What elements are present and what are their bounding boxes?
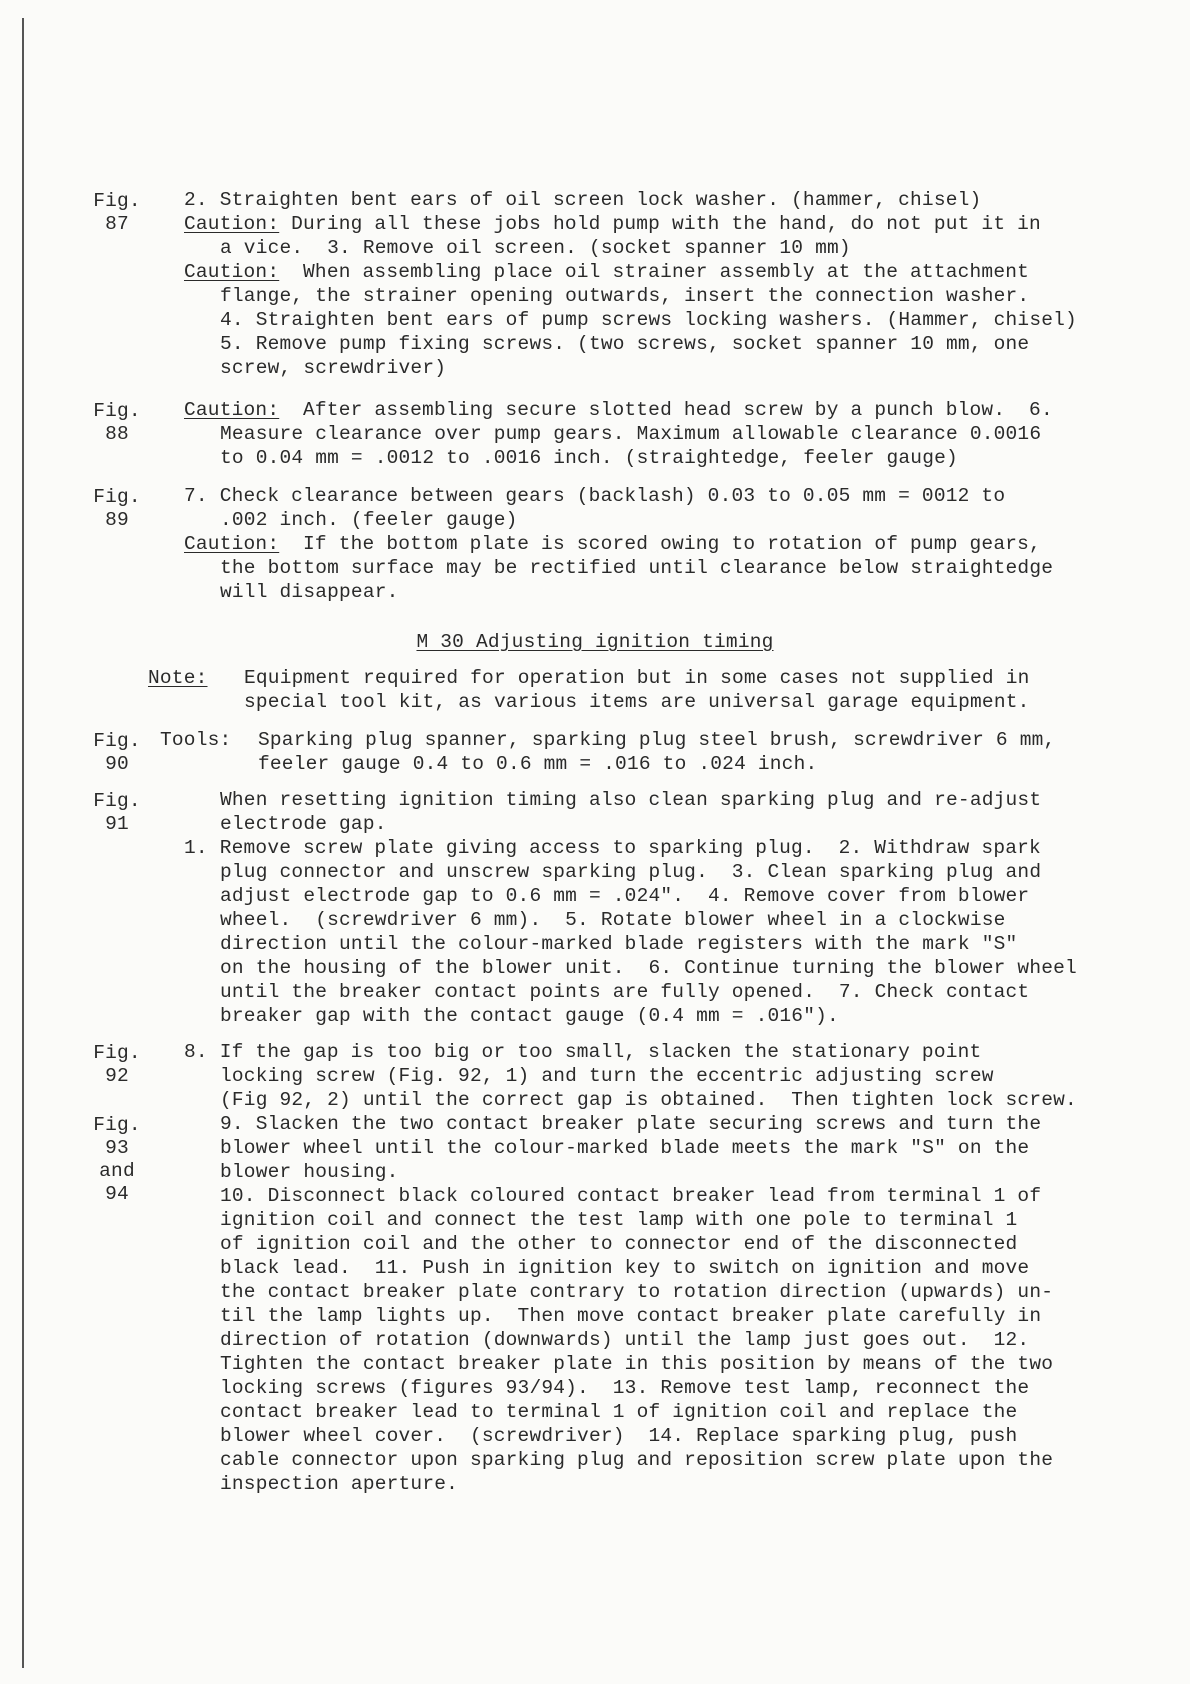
text-line: on the housing of the blower unit. 6. Continue turning the blower wheel — [220, 957, 1077, 979]
text-line: cable connector upon sparking plug and reposition screw plate upon the — [220, 1449, 1054, 1471]
fig-ref-89 — [86, 486, 148, 532]
text-line: to 0.04 mm = .0012 to .0016 inch. (straightedge, feeler gauge) — [220, 447, 958, 469]
note-label-wrap — [148, 666, 208, 690]
fig-number: 93 — [105, 1137, 129, 1159]
tools-text — [258, 728, 1100, 776]
caution-label: Caution: — [184, 213, 280, 235]
text-line: locking screws (figures 93/94). 13. Remove test lamp, reconnect the — [220, 1377, 1030, 1399]
paragraph-oil-screen — [184, 188, 1104, 380]
fig-number: 91 — [105, 813, 129, 835]
text-line: Sparking plug spanner, sparking plug steel brush, screwdriver 6 mm, — [258, 729, 1056, 751]
text-line: 7. Check clearance between gears (backlash) 0.03 to 0.05 mm = 0012 to — [184, 485, 1006, 507]
tools-block — [160, 728, 1100, 776]
section-title: M 30 Adjusting ignition timing — [416, 631, 774, 653]
caution-label: Caution: — [184, 261, 280, 283]
text-line: (Fig 92, 2) until the correct gap is obtained. Then tighten lock screw. — [220, 1089, 1077, 1111]
text-line: blower wheel until the colour-marked blade meets the mark "S" on the — [220, 1137, 1030, 1159]
text-line: inspection aperture. — [220, 1473, 459, 1495]
text-span: After assembling secure slotted head screw by a punch blow. 6. — [279, 399, 1053, 421]
fig-ref-87 — [86, 190, 148, 236]
text-line — [184, 260, 1104, 284]
fig-number: 87 — [105, 213, 129, 235]
text-line: When resetting ignition timing also clean sparking plug and re-adjust — [220, 789, 1042, 811]
text-line: 8. If the gap is too big or too small, slacken the stationary point — [184, 1041, 982, 1063]
text-line: of ignition coil and the other to connector end of the disconnected — [220, 1233, 1018, 1255]
section-title-wrap — [0, 630, 1190, 654]
paragraph-resetting — [184, 788, 1104, 1028]
text-line: screw, screwdriver) — [220, 357, 447, 379]
fig-label: Fig. — [93, 790, 141, 812]
text-line: direction of rotation (downwards) until the lamp just goes out. 12. — [220, 1329, 1030, 1351]
text-line: blower wheel cover. (screwdriver) 14. Replace sparking plug, push — [220, 1425, 1018, 1447]
text-line: adjust electrode gap to 0.6 mm = .024". 4. Remove cover from blower — [220, 885, 1030, 907]
fig-number: 92 — [105, 1065, 129, 1087]
fig-label: Fig. — [93, 730, 141, 752]
text-line: the contact breaker plate contrary to rotation direction (upwards) un- — [220, 1281, 1054, 1303]
caution-label: Caution: — [184, 399, 280, 421]
text-span: When assembling place oil strainer assembly at the attachment — [279, 261, 1030, 283]
text-span: During all these jobs hold pump with the hand, do not put it in — [279, 213, 1041, 235]
text-line: 10. Disconnect black coloured contact breaker lead from terminal 1 of — [220, 1185, 1042, 1207]
fig-label: Fig. — [93, 1114, 141, 1136]
text-line: ignition coil and connect the test lamp with one pole to terminal 1 — [220, 1209, 1018, 1231]
fig-label: Fig. — [93, 1042, 141, 1064]
fig-number: 89 — [105, 509, 129, 531]
paragraph-backlash — [184, 484, 1104, 604]
text-line: the bottom surface may be rectified until clearance below straightedge — [220, 557, 1054, 579]
text-line: special tool kit, as various items are universal garage equipment. — [244, 691, 1030, 713]
text-line: locking screw (Fig. 92, 1) and turn the eccentric adjusting screw — [220, 1065, 994, 1087]
text-line — [184, 532, 1104, 556]
text-line: direction until the colour-marked blade registers with the mark "S" — [220, 933, 1018, 955]
text-line: 4. Straighten bent ears of pump screws locking washers. (Hammer, chisel) — [220, 309, 1077, 331]
text-line: electrode gap. — [220, 813, 387, 835]
text-line: 1. Remove screw plate giving access to sparking plug. 2. Withdraw spark — [184, 837, 1041, 859]
text-line: breaker gap with the contact gauge (0.4 mm = .016"). — [220, 1005, 839, 1027]
text-line: .002 inch. (feeler gauge) — [220, 509, 518, 531]
text-line: contact breaker lead to terminal 1 of ignition coil and replace the — [220, 1401, 1018, 1423]
fig-number: 88 — [105, 423, 129, 445]
fig-ref-88 — [86, 400, 148, 446]
paragraph-pump-gears — [184, 398, 1104, 470]
note-block — [148, 666, 1078, 714]
text-line: 9. Slacken the two contact breaker plate securing screws and turn the — [220, 1113, 1042, 1135]
text-line: will disappear. — [220, 581, 399, 603]
fig-number: 90 — [105, 753, 129, 775]
text-line: blower housing. — [220, 1161, 399, 1183]
text-line: plug connector and unscrew sparking plug. 3. Clean sparking plug and — [220, 861, 1042, 883]
fig-ref-93-94 — [86, 1114, 148, 1206]
text-line: wheel. (screwdriver 6 mm). 5. Rotate blower wheel in a clockwise — [220, 909, 1006, 931]
text-line: Equipment required for operation but in some cases not supplied in — [244, 667, 1030, 689]
text-line: a vice. 3. Remove oil screen. (socket spanner 10 mm) — [220, 237, 851, 259]
text-line: 5. Remove pump fixing screws. (two screws, socket spanner 10 mm, one — [220, 333, 1030, 355]
text-span: If the bottom plate is scored owing to rotation of pump gears, — [279, 533, 1041, 555]
text-line: until the breaker contact points are fully opened. 7. Check contact — [220, 981, 1030, 1003]
fig-ref-92 — [86, 1042, 148, 1088]
text-line: flange, the strainer opening outwards, insert the connection washer. — [220, 285, 1030, 307]
note-text — [244, 666, 1078, 714]
text-line: feeler gauge 0.4 to 0.6 mm = .016 to .024 inch. — [258, 753, 818, 775]
paragraph-breaker-adjust — [184, 1040, 1104, 1496]
fig-number: 94 — [105, 1183, 129, 1205]
fig-ref-91 — [86, 790, 148, 836]
text-line — [184, 212, 1104, 236]
text-line: til the lamp lights up. Then move contact breaker plate carefully in — [220, 1305, 1042, 1327]
fig-label: Fig. — [93, 486, 141, 508]
fig-label: Fig. — [93, 400, 141, 422]
tools-label: Tools: — [160, 729, 232, 751]
caution-label: Caution: — [184, 533, 280, 555]
fig-and: and — [99, 1160, 135, 1182]
text-line: black lead. 11. Push in ignition key to switch on ignition and move — [220, 1257, 1030, 1279]
text-line: Tighten the contact breaker plate in this position by means of the two — [220, 1353, 1054, 1375]
text-line: 2. Straighten bent ears of oil screen lock washer. (hammer, chisel) — [184, 189, 982, 211]
fig-ref-90 — [86, 730, 148, 776]
text-line — [184, 398, 1104, 422]
fig-label: Fig. — [93, 190, 141, 212]
text-line: Measure clearance over pump gears. Maximum allowable clearance 0.0016 — [220, 423, 1042, 445]
note-label: Note: — [148, 667, 208, 689]
